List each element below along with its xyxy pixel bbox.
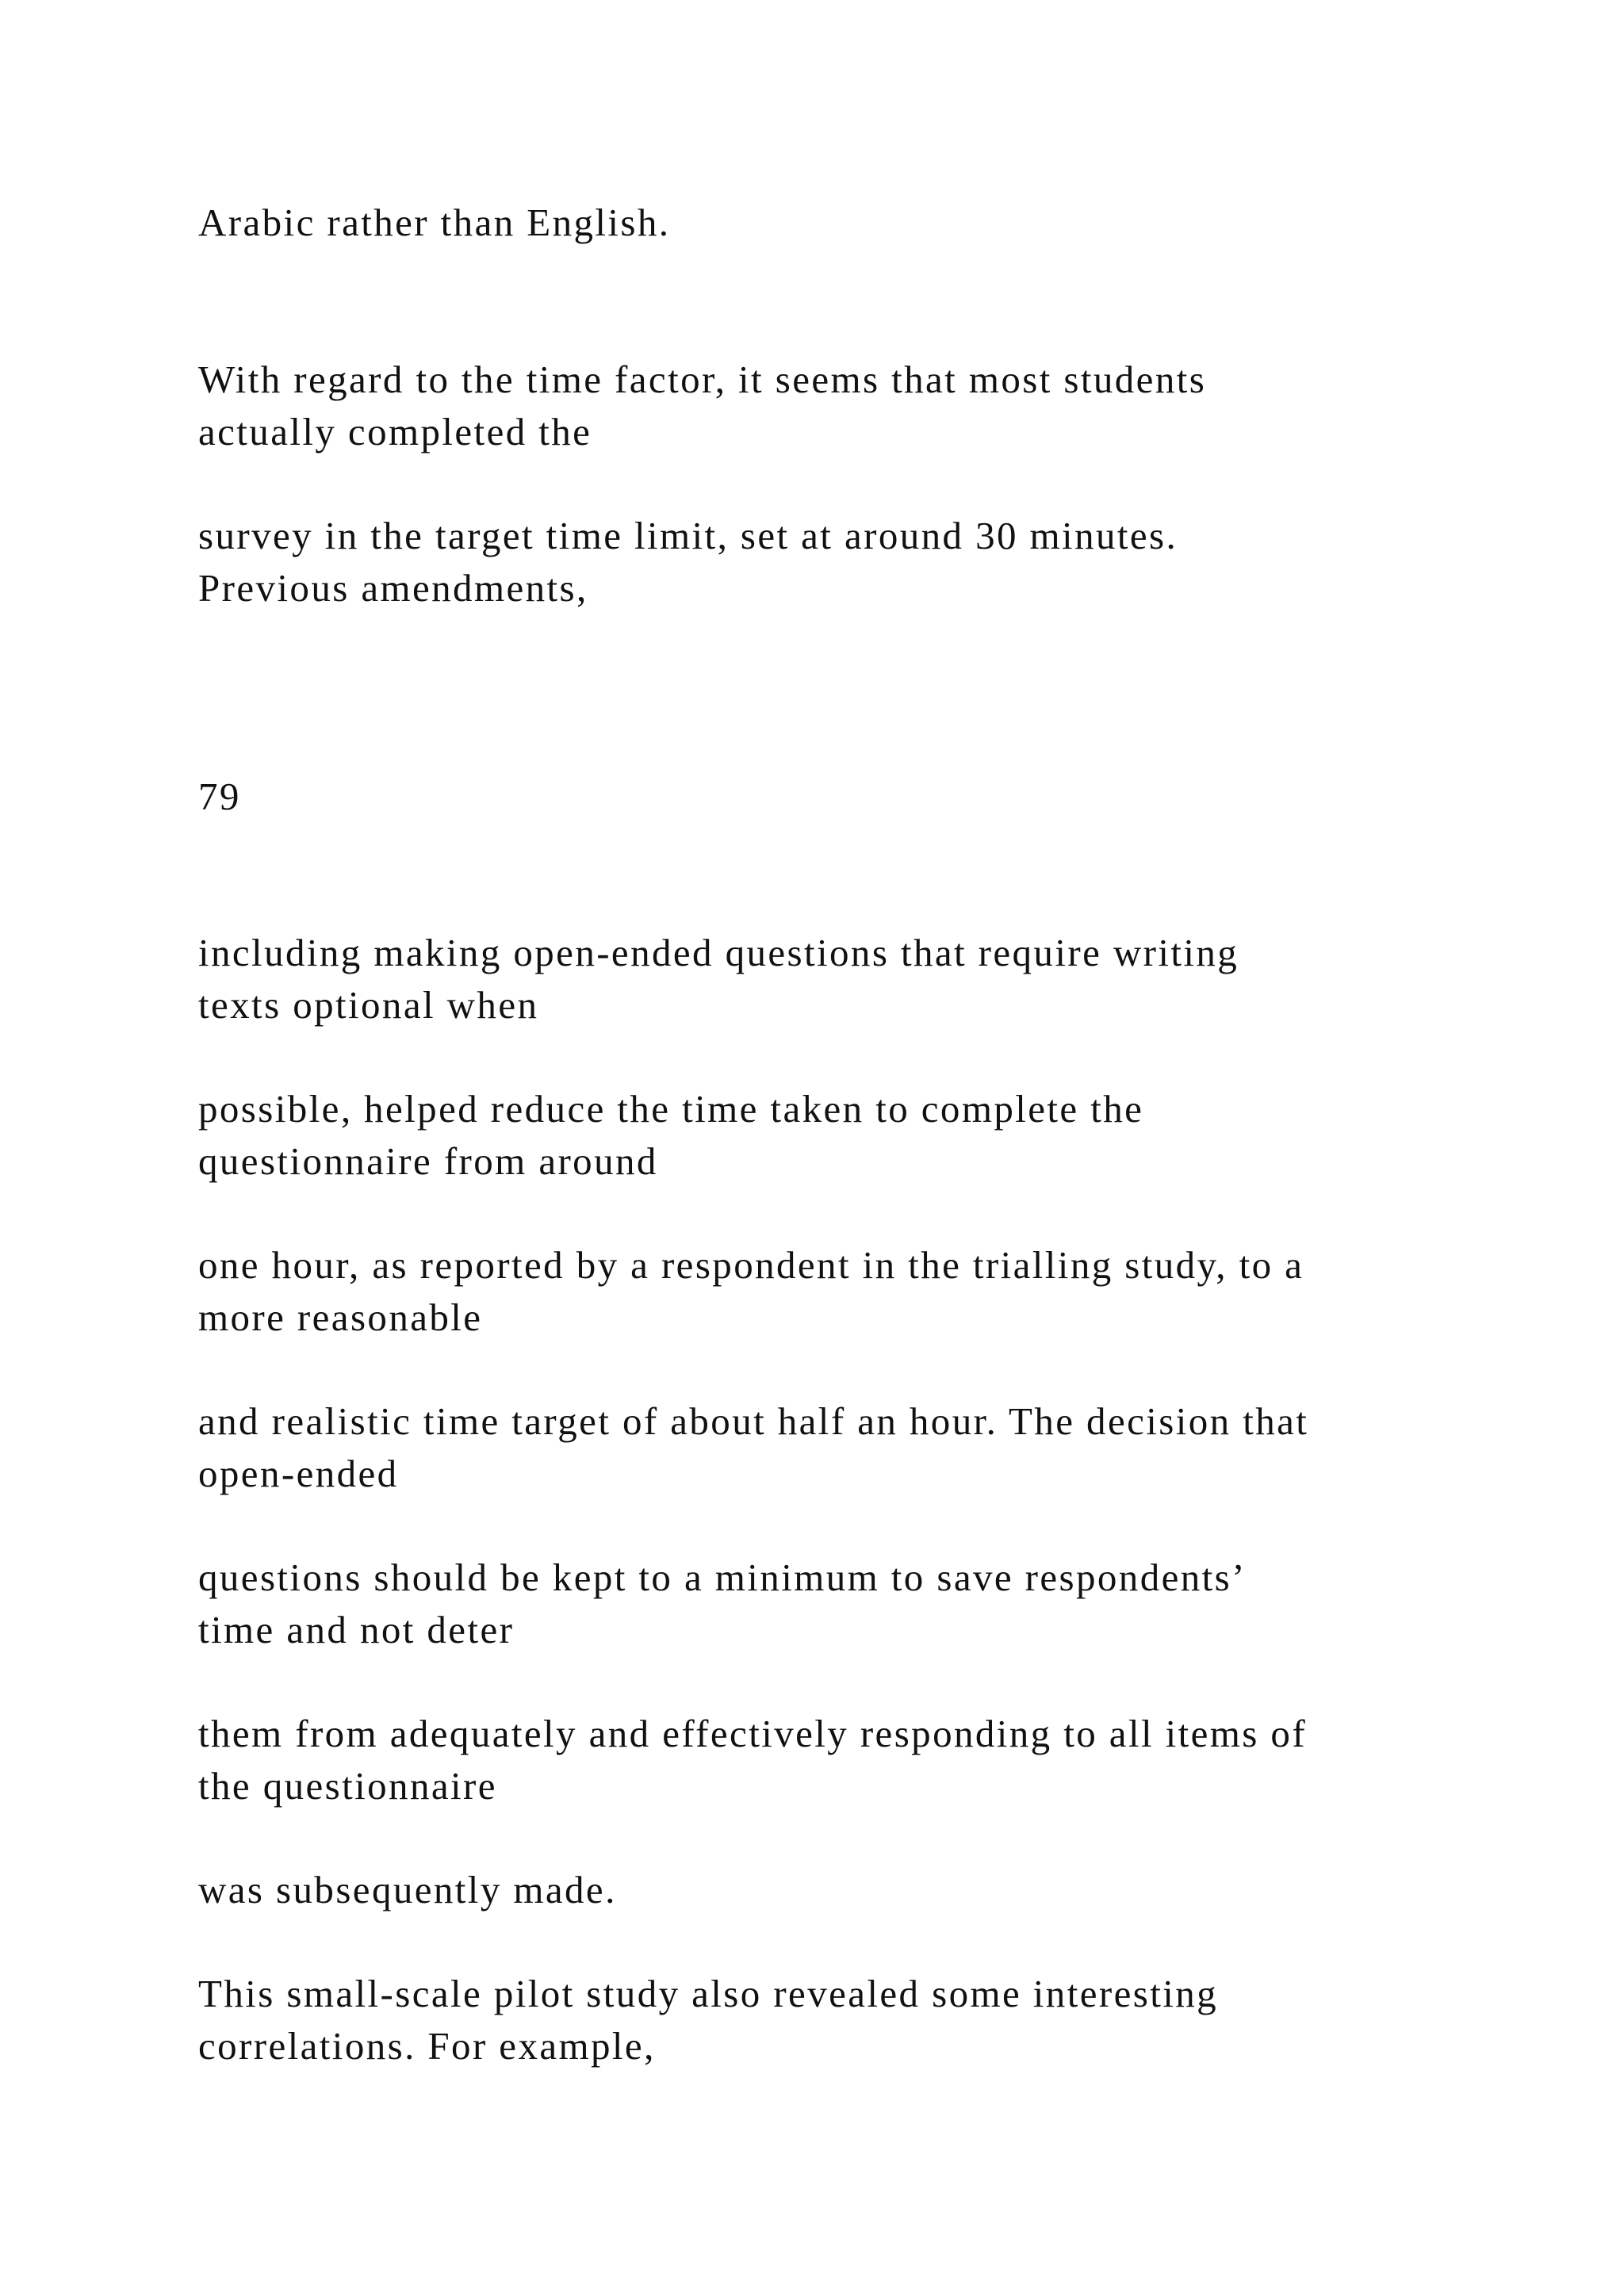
text-line: possible, helped reduce the time taken to complete the bbox=[198, 1087, 1144, 1131]
text-line: survey in the target time limit, set at around 30 minutes. bbox=[198, 514, 1178, 557]
text-line: This small-scale pilot study also revealed some interesting bbox=[198, 1972, 1219, 2015]
text-line: them from adequately and effectively responding to all items of bbox=[198, 1712, 1308, 1755]
text-line: more reasonable bbox=[198, 1295, 483, 1339]
text-line: open-ended bbox=[198, 1452, 399, 1495]
text-line: one hour, as reported by a respondent in the trialling study, to a bbox=[198, 1243, 1304, 1287]
text-line: Arabic rather than English. bbox=[198, 201, 671, 244]
text-line: With regard to the time factor, it seems that most students bbox=[198, 358, 1207, 401]
text-line: time and not deter bbox=[198, 1608, 515, 1651]
text-line: including making open-ended questions that require writing bbox=[198, 931, 1239, 974]
text-line: questions should be kept to a minimum to save respondents’ bbox=[198, 1556, 1247, 1599]
text-line: correlations. For example, bbox=[198, 2024, 656, 2068]
text-line: Previous amendments, bbox=[198, 566, 588, 610]
page-number: 79 bbox=[198, 775, 241, 818]
text-line: texts optional when bbox=[198, 983, 539, 1027]
text-line: actually completed the bbox=[198, 410, 592, 453]
text-line: the questionnaire bbox=[198, 1764, 497, 1808]
text-line: questionnaire from around bbox=[198, 1139, 658, 1183]
text-line: was subsequently made. bbox=[198, 1868, 617, 1911]
text-line: and realistic time target of about half an hour. The decision that bbox=[198, 1399, 1309, 1443]
